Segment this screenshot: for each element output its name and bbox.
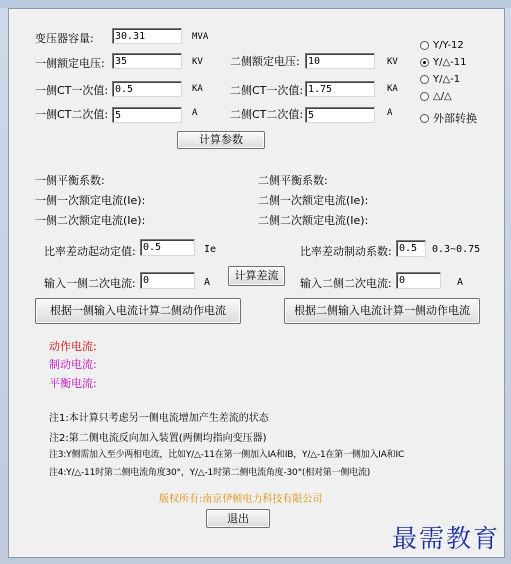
radio-wiring-3[interactable]: △/△ — [420, 91, 452, 102]
diff-start-input[interactable]: 0.5 — [140, 239, 195, 256]
radio-indicator-icon — [420, 75, 429, 84]
radio-indicator-icon — [420, 41, 429, 50]
input-s2-current-unit: A — [457, 277, 464, 288]
calc-from-side1-button[interactable]: 根据一侧输入电流计算二侧动作电流 — [35, 298, 241, 324]
s2-voltage-label: 二侧额定电压: — [230, 55, 300, 68]
s1-ct-secondary-label: 一侧CT二次值: — [35, 108, 109, 121]
note-4: 注4:Y/△-11时第二侧电流角度30°，Y/△-1时第二侧电流角度-30°(相对第一侧电流) — [49, 468, 371, 478]
diff-restraint-label: 比率差动制动系数: — [300, 245, 392, 258]
s1-voltage-label: 一侧额定电压: — [35, 57, 105, 70]
s2-ct-primary-input[interactable]: 1.75 — [305, 81, 375, 97]
s2-primary-rated-label: 二侧一次额定电流(Ie): — [258, 194, 369, 207]
capacity-input[interactable]: 30.31 — [112, 28, 182, 44]
capacity-unit: MVA — [192, 32, 209, 42]
copyright-text: 版权所有:南京伊顿电力科技有限公司 — [159, 494, 323, 505]
calc-from-side2-button[interactable]: 根据二侧输入电流计算一侧动作电流 — [284, 298, 480, 324]
title-bar — [0, 0, 511, 8]
s2-ct-secondary-unit: A — [387, 108, 393, 118]
calc-params-button[interactable]: 计算参数 — [177, 131, 265, 149]
watermark-logo: 最需教育 — [392, 524, 501, 553]
s1-ct-secondary-input[interactable]: 5 — [112, 107, 182, 123]
s1-balance-label: 一侧平衡系数: — [35, 174, 105, 187]
s1-voltage-input[interactable]: 35 — [112, 53, 182, 69]
s2-ct-secondary-label: 二侧CT二次值: — [230, 108, 304, 121]
s1-ct-secondary-unit: A — [192, 108, 198, 118]
note-1: 注1:本计算只考虑另一侧电流增加产生差流的状态 — [49, 413, 269, 424]
s1-ct-primary-input[interactable]: 0.5 — [112, 81, 182, 97]
exit-button[interactable]: 退出 — [206, 509, 270, 528]
radio-selected-icon — [420, 58, 429, 67]
input-s1-current-label: 输入一侧二次电流: — [44, 277, 136, 290]
diff-restraint-range: 0.3~0.75 — [432, 244, 481, 255]
diff-start-label: 比率差动起动定值: — [44, 245, 136, 258]
balance-current-label: 平衡电流: — [49, 377, 97, 390]
restraint-current-label: 制动电流: — [49, 358, 97, 371]
input-s1-current-unit: A — [204, 277, 211, 288]
s1-primary-rated-label: 一侧一次额定电流(Ie): — [35, 194, 146, 207]
s2-voltage-unit: KV — [387, 57, 398, 67]
calc-diff-button[interactable]: 计算差流 — [228, 266, 285, 286]
radio-indicator-icon — [420, 114, 429, 123]
input-s2-current-input[interactable]: 0 — [396, 272, 441, 289]
operate-current-label: 动作电流: — [49, 340, 97, 353]
s1-ct-primary-unit: KA — [192, 84, 203, 94]
note-3: 注3:Y侧需加入至少两相电流，比如Y/△-11在第一侧加入IA和IB，Y/△-1在第一侧加入IA和IC — [49, 450, 405, 460]
capacity-label: 变压器容量: — [35, 32, 94, 45]
s1-secondary-rated-label: 一侧二次额定电流(Ie): — [35, 214, 146, 227]
radio-wiring-2[interactable]: Y/△-1 — [420, 74, 460, 85]
radio-wiring-0[interactable]: Y/Y-12 — [420, 40, 464, 51]
s2-voltage-input[interactable]: 10 — [305, 53, 375, 69]
radio-wiring-4[interactable]: 外部转换 — [420, 110, 477, 126]
s2-ct-primary-unit: KA — [387, 84, 398, 94]
radio-indicator-icon — [420, 92, 429, 101]
diff-start-unit: Ie — [204, 244, 217, 255]
s2-secondary-rated-label: 二侧二次额定电流(Ie): — [258, 214, 369, 227]
diff-restraint-input[interactable]: 0.5 — [396, 240, 426, 257]
input-s1-current-input[interactable]: 0 — [140, 272, 195, 289]
input-s2-current-label: 输入二侧二次电流: — [300, 277, 392, 290]
s2-ct-primary-label: 二侧CT一次值: — [230, 84, 304, 97]
s2-ct-secondary-input[interactable]: 5 — [305, 107, 375, 123]
radio-wiring-1[interactable]: Y/△-11 — [420, 57, 467, 68]
s2-balance-label: 二侧平衡系数: — [258, 174, 328, 187]
note-2: 注2:第二侧电流反向加入装置(两侧均指向变压器) — [49, 433, 267, 444]
s1-ct-primary-label: 一侧CT一次值: — [35, 84, 109, 97]
s1-voltage-unit: KV — [192, 57, 203, 67]
